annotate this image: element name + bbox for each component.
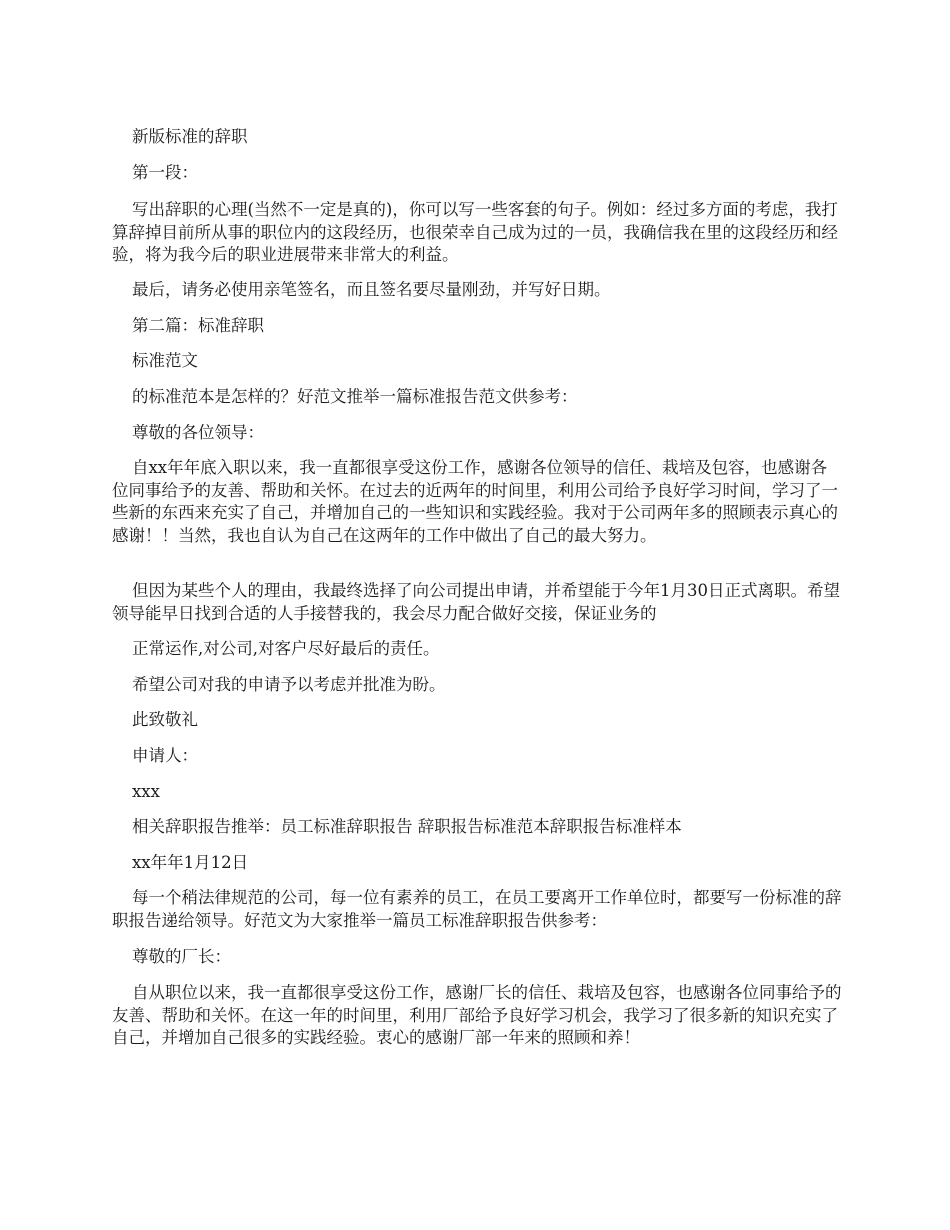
paragraph: 自xx年年底入职以来，我一直都很享受这份工作，感谢各位领导的信任、栽培及包容，也感谢各位同事给予的友善、帮助和关怀。在过去的近两年的时间里，利用公司给予良好学习时间，学习了一些新的东西来充实了自己，并增加自己的一些知识和实践经验。我对于公司两年多的照顾表示真心的感谢！！当然，我也自认为自己在这两年的工作中做出了自己的最大努力。 bbox=[112, 458, 838, 545]
salutation: 尊敬的各位领导： bbox=[132, 423, 264, 442]
salutation: 尊敬的厂长： bbox=[132, 947, 231, 966]
applicant-name: xxx bbox=[132, 782, 160, 801]
paragraph: 每一个稍法律规范的公司，每一位有素养的员工，在员工要离开工作单位时，都要写一份标准的辞职报告递给领导。好范文为大家推举一篇员工标准辞职报告供参考： bbox=[112, 888, 842, 930]
section-label: 第一段： bbox=[132, 163, 198, 182]
applicant-label: 申请人： bbox=[132, 746, 198, 765]
date: xx年年1月12日 bbox=[132, 853, 249, 872]
paragraph: 但因为某些个人的理由，我最终选择了向公司提出申请，并希望能于今年1月30日正式离职。希望领导能早日找到合适的人手接替我的，我会尽力配合做好交接，保证业务的 bbox=[112, 581, 840, 623]
doc-title: 新版标准的辞职 bbox=[132, 127, 248, 146]
paragraph: 的标准范本是怎样的？好范文推举一篇标准报告范文供参考： bbox=[132, 387, 578, 406]
paragraph: 希望公司对我的申请予以考虑并批准为盼。 bbox=[132, 675, 446, 694]
paragraph: 标准范文 bbox=[132, 351, 198, 370]
section-heading: 第二篇：标准辞职 bbox=[132, 316, 264, 335]
related-reports: 相关辞职报告推举：员工标准辞职报告 辞职报告标准范本辞职报告标准样本 bbox=[132, 817, 682, 836]
paragraph: 写出辞职的心理(当然不一定是真的)，你可以写一些客套的句子。例如：经过多方面的考虑，我打算辞掉目前所从事的职位内的这段经历，也很荣幸自己成为过的一员，我确信我在里的这段经历和经验，将为我今后的职业进展带来非常大的利益。 bbox=[112, 200, 838, 264]
closing: 此致敬礼 bbox=[132, 710, 198, 729]
paragraph: 正常运作,对公司,对客户尽好最后的责任。 bbox=[132, 639, 440, 658]
paragraph: 自从职位以来，我一直都很享受这份工作，感谢厂长的信任、栽培及包容，也感谢各位同事给予的友善、帮助和关怀。在这一年的时间里，利用厂部给予良好学习机会，我学习了很多新的知识充实了自己，并增加自己很多的实践经验。衷心的感谢厂部一年来的照顾和养！ bbox=[112, 983, 842, 1047]
paragraph: 最后，请务必使用亲笔签名，而且签名要尽量刚劲，并写好日期。 bbox=[132, 280, 611, 299]
